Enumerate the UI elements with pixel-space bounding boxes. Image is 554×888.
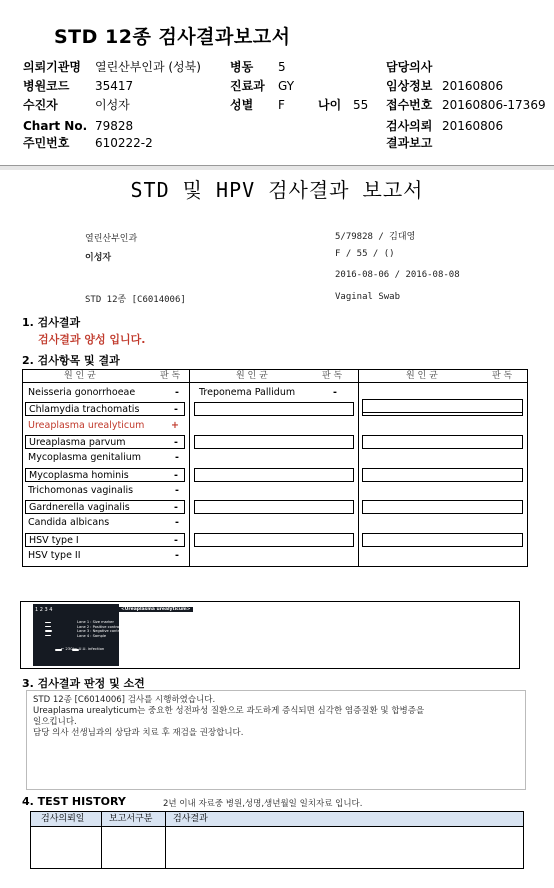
- pathogen-row: [25, 435, 185, 449]
- value-age: 55: [353, 98, 369, 112]
- value-receipt-no: 20160806-17369: [442, 98, 546, 112]
- history-table: [30, 811, 524, 869]
- label-institution: 의뢰기관명: [23, 60, 81, 74]
- pathogen-name: Candida albicans: [28, 517, 110, 529]
- judgment-line: 담당 의사 선생님과의 상담과 치료 후 재검을 권장합니다.: [33, 728, 244, 738]
- pathogen-result: -: [175, 452, 179, 464]
- pathogen-row: [25, 516, 185, 530]
- pathogen-row: [25, 451, 185, 465]
- report-sex-age: F / 55 / (): [335, 249, 395, 259]
- pathogen-name: Trichomonas vaginalis: [28, 484, 134, 496]
- judgment-box: [26, 690, 526, 790]
- history-note: 2년 이내 자료중 병원,성명,생년월일 일치자료 입니다.: [163, 799, 363, 809]
- results-table-header: [22, 370, 528, 383]
- pathogen-row: [25, 386, 185, 400]
- pathogen-row: [25, 484, 185, 498]
- history-col-result: 검사결과: [173, 814, 208, 824]
- label-department: 진료과: [230, 79, 265, 93]
- page-separator: [0, 166, 554, 170]
- label-resident-no: 주민번호: [23, 136, 70, 150]
- label-doctor: 담당의사: [386, 60, 433, 74]
- pathogen-name: Mycoplasma hominis: [29, 469, 129, 481]
- pathogen-name: Gardnerella vaginalis: [29, 502, 130, 514]
- pathogen-result: -: [174, 469, 178, 481]
- pathogen-name: Ureaplasma urealyticum: [28, 419, 145, 431]
- empty-result-box: [194, 468, 354, 482]
- value-department: GY: [278, 79, 295, 93]
- label-sex: 성별: [230, 98, 254, 112]
- col3-judgment-header: 판 독: [492, 371, 513, 381]
- report-dates: 2016-08-06 / 2016-08-08: [335, 270, 460, 280]
- gel-legend-item: Lane 2 : Positive control: [77, 624, 121, 629]
- pathogen-name: HSV type I: [29, 534, 79, 546]
- label-result-report: 결과보고: [386, 136, 433, 150]
- label-receipt-no: 접수번호: [386, 98, 433, 112]
- header-title: STD 12종 검사결과보고서: [54, 26, 291, 48]
- table-line: [101, 812, 102, 868]
- gel-title: <Ureaplasma urealyticum>: [121, 607, 191, 612]
- gel-electrophoresis-figure: [20, 601, 520, 669]
- pathogen-result: -: [174, 502, 178, 514]
- pathogen-row: [25, 533, 185, 547]
- judgment-line: Ureaplasma urealyticum는 중요한 성전파성 질환으로 과도하게 증식되면 심각한 염증질환 및 합병증을: [33, 706, 425, 716]
- result-positive-text: 검사결과 양성 입니다.: [38, 333, 146, 346]
- value-clinical-info: 20160806: [442, 79, 504, 93]
- label-chart-no: Chart No.: [23, 119, 88, 133]
- gel-band-info: ← 230bp U.U. infection: [61, 646, 105, 651]
- pathogen-result: -: [174, 404, 178, 416]
- history-col-request-date: 검사의뢰일: [41, 814, 85, 824]
- col1-pathogen-header: 원 인 균: [64, 371, 96, 381]
- pathogen-result: -: [175, 484, 179, 496]
- judgment-line: STD 12종 [C6014006] 검사를 시행하였습니다.: [33, 695, 216, 705]
- value-resident-no: 610222-2: [95, 136, 153, 150]
- pathogen-name: Chlamydia trachomatis: [29, 404, 140, 416]
- empty-result-box: [194, 435, 354, 449]
- pathogen-name: HSV type II: [28, 550, 81, 561]
- gel-legend: [77, 620, 122, 638]
- label-request-date: 검사의뢰: [386, 119, 433, 133]
- table-line: [22, 370, 23, 566]
- pathogen-row-treponema: [196, 386, 351, 400]
- history-col-report-type: 보고서구분: [109, 814, 153, 824]
- pathogen-result: -: [175, 550, 179, 561]
- history-table-header: [31, 812, 523, 827]
- judgment-line: 일으킵니다.: [33, 717, 77, 727]
- col2-judgment-header: 판 독: [322, 371, 343, 381]
- value-request-date: 20160806: [442, 119, 504, 133]
- label-patient: 수진자: [23, 98, 58, 112]
- pathogen-row: [25, 500, 185, 514]
- gel-band: [45, 626, 51, 627]
- value-institution: 열린산부인과 (성북): [95, 60, 201, 74]
- empty-result-box: [362, 435, 523, 449]
- empty-result-box: [194, 533, 354, 547]
- pathogen-result: -: [174, 436, 178, 448]
- report-test-code: STD 12종 [C6014006]: [85, 295, 186, 305]
- results-table: [22, 369, 528, 567]
- empty-result-box: [362, 533, 523, 547]
- col3-pathogen-header: 원 인 균: [406, 371, 438, 381]
- empty-result-box: [362, 468, 523, 482]
- gel-legend-item: Lane 3 : Negative control: [77, 629, 123, 633]
- label-ward: 병동: [230, 60, 254, 74]
- empty-result-box: [194, 500, 354, 514]
- section1-heading: 1. 검사결과: [22, 316, 81, 329]
- value-chart-no: 79828: [95, 119, 134, 133]
- gel-band: [45, 630, 52, 632]
- col1-judgment-header: 판 독: [160, 371, 181, 381]
- pathogen-result: -: [175, 517, 179, 529]
- table-line: [165, 812, 166, 868]
- value-sex: F: [278, 98, 285, 112]
- label-age: 나이: [318, 98, 342, 112]
- table-line: [189, 370, 190, 566]
- report-patient: 이성자: [85, 253, 112, 263]
- empty-result-box: [362, 500, 523, 514]
- gel-lane-numbers: 1 2 3 4: [35, 607, 53, 613]
- col2-pathogen-header: 원 인 균: [236, 371, 268, 381]
- pathogen-name: Neisseria gonorrhoeae: [28, 387, 136, 398]
- section4-heading: 4. TEST HISTORY: [22, 795, 126, 808]
- label-clinical-info: 임상정보: [386, 79, 433, 93]
- pathogen-row: [25, 549, 185, 563]
- section2-heading: 2. 검사항목 및 결과: [22, 354, 120, 367]
- pathogen-name: Mycoplasma genitalium: [28, 452, 142, 464]
- empty-result-box: [362, 399, 523, 413]
- report-specimen: Vaginal Swab: [335, 292, 401, 302]
- report-hospital: 열린산부인과: [85, 234, 138, 244]
- value-hospital-code: 35417: [95, 79, 134, 93]
- pathogen-row: [25, 402, 185, 416]
- empty-result-box: [194, 402, 354, 416]
- table-line: [358, 370, 359, 566]
- gel-legend-item: Lane 4 : Sample: [77, 633, 107, 638]
- gel-band: [45, 622, 51, 623]
- table-line: [527, 370, 528, 566]
- pathogen-result: -: [175, 387, 179, 398]
- pathogen-result: -: [333, 387, 337, 398]
- pathogen-result: +: [171, 419, 179, 431]
- gel-legend-item: Lane 1 : Size marker: [77, 620, 114, 624]
- pathogen-row: [25, 468, 185, 482]
- pathogen-row: [25, 419, 185, 433]
- pathogen-result: -: [174, 534, 178, 546]
- label-hospital-code: 병원코드: [23, 79, 70, 93]
- pathogen-name: Ureaplasma parvum: [29, 436, 126, 448]
- value-patient: 이성자: [95, 98, 130, 112]
- report-title: STD 및 HPV 검사결과 보고서: [130, 178, 424, 202]
- pathogen-name: Treponema Pallidum: [199, 387, 296, 398]
- report-chart-doctor: 5/79828 / 김대영: [335, 232, 416, 242]
- section3-heading: 3. 검사결과 판정 및 소견: [22, 677, 145, 690]
- gel-band: [45, 635, 51, 636]
- report-header: [0, 0, 554, 166]
- value-ward: 5: [278, 60, 286, 74]
